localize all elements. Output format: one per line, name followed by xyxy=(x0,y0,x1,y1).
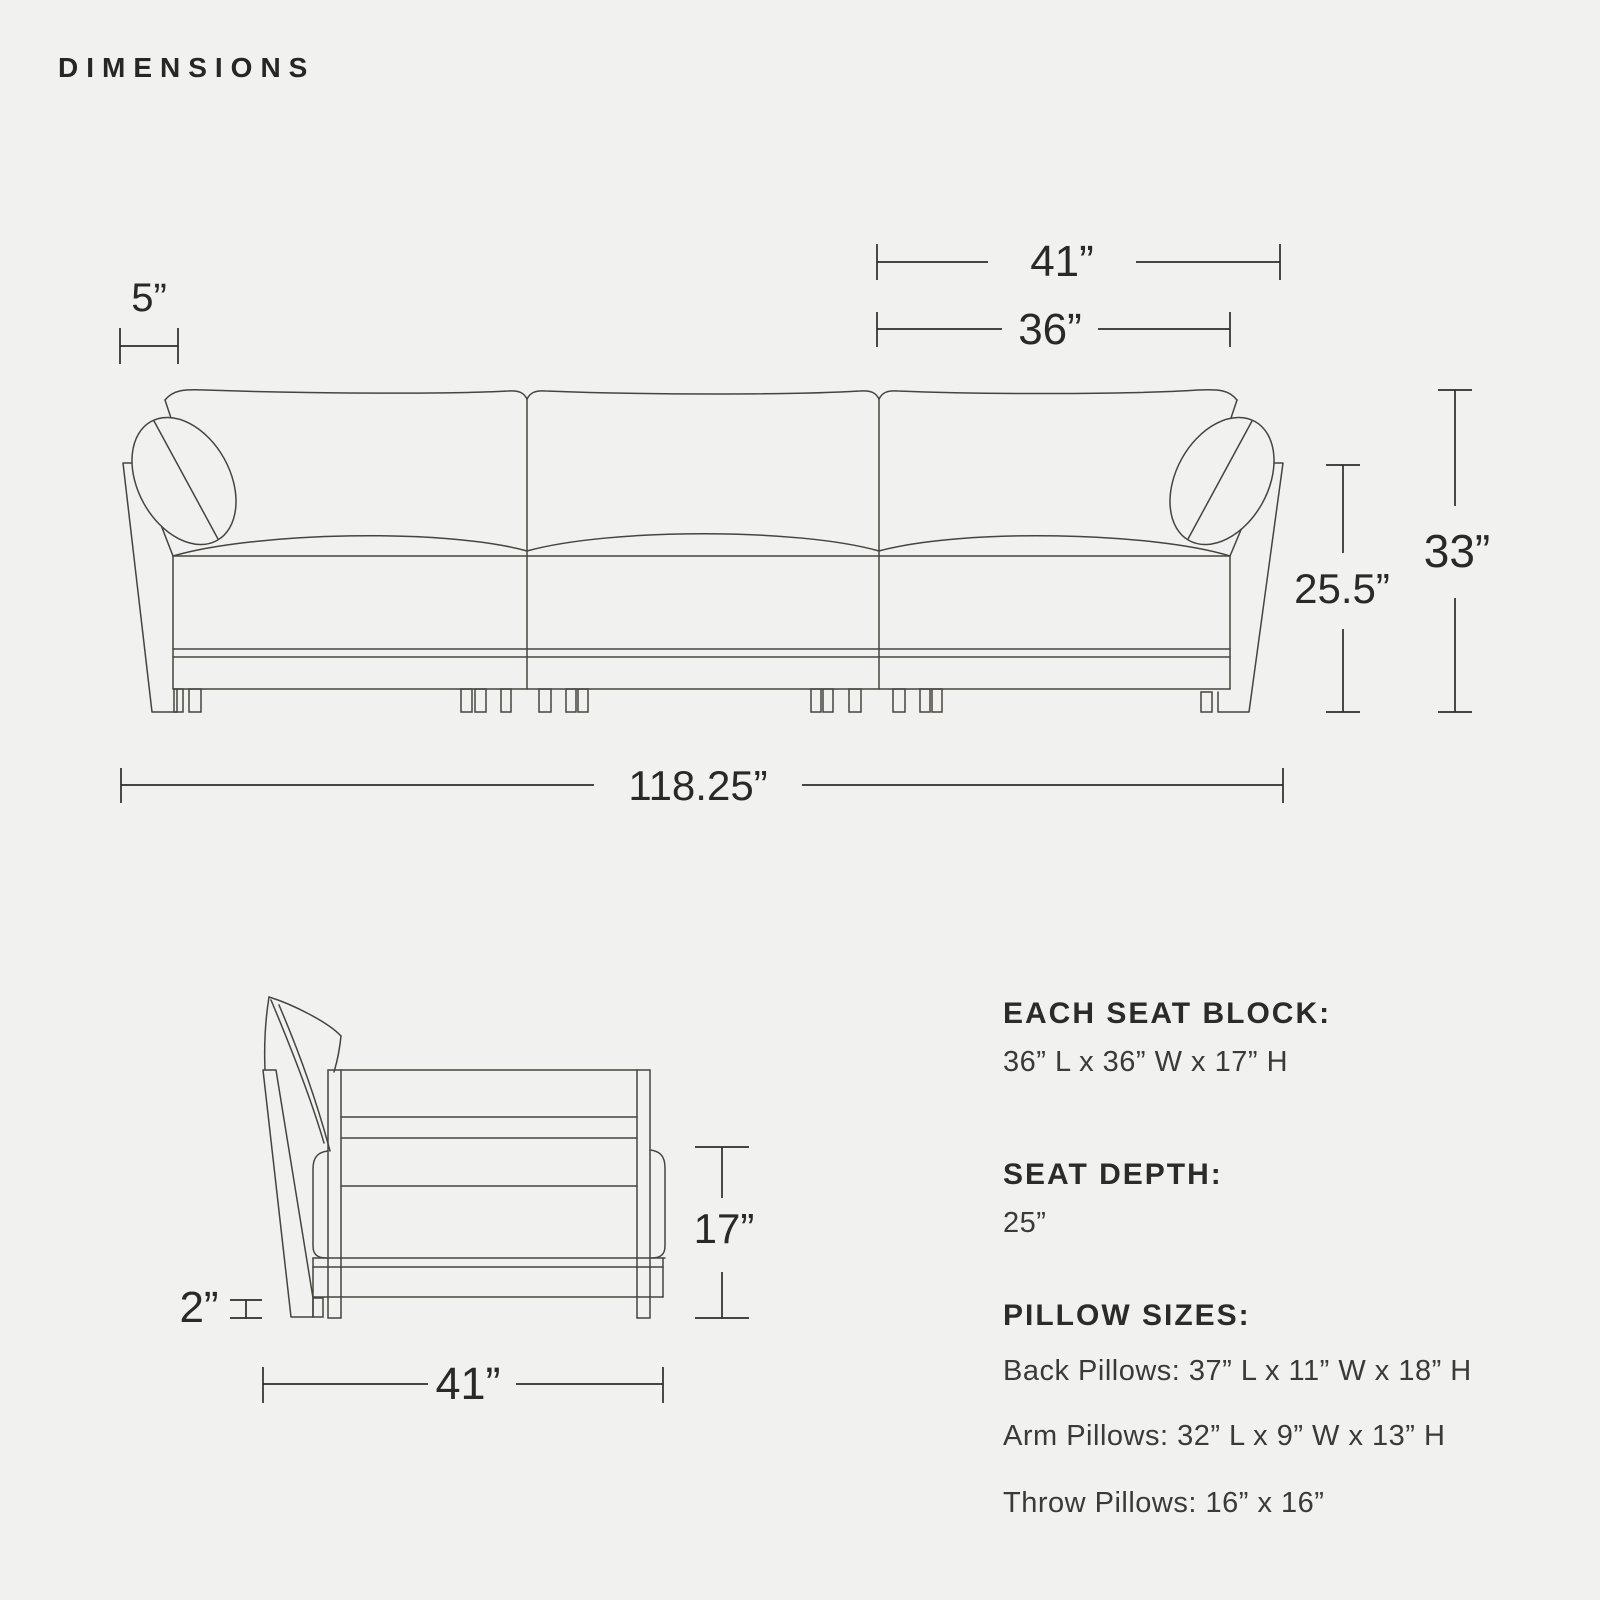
dim-front-arm-pillow-height xyxy=(1294,465,1390,712)
dim-side-seat-block-height-label: 17” xyxy=(693,1205,755,1252)
front-legs xyxy=(174,689,1212,712)
front-back-right-edge xyxy=(1231,400,1237,418)
side-seat-cushion xyxy=(313,1150,665,1258)
front-left-arm-pillow xyxy=(111,399,257,563)
dim-front-overall-height xyxy=(1424,390,1490,712)
sofa-front-view-drawing xyxy=(111,390,1295,712)
dim-front-arm-pillow-height-label: 25.5” xyxy=(1294,565,1390,612)
side-arm-panel xyxy=(263,1070,323,1317)
dim-front-overall-width xyxy=(121,762,1283,809)
dim-front-module-width-label: 36” xyxy=(1018,305,1082,354)
side-frame xyxy=(328,1070,650,1318)
spec-value-back-pillows: Back Pillows: 37” L x 11” W x 18” H xyxy=(1003,1355,1472,1387)
spec-value-throw-pillows: Throw Pillows: 16” x 16” xyxy=(1003,1487,1325,1519)
front-back-cushions-outline xyxy=(165,390,1237,400)
dim-side-overall-depth xyxy=(263,1358,663,1409)
dim-side-leg-height-label: 2” xyxy=(179,1283,219,1332)
side-base xyxy=(313,1258,665,1297)
dim-front-overall-width-label: 118.25” xyxy=(628,762,768,809)
dim-front-end-module-width-label: 41” xyxy=(1030,237,1094,286)
dim-front-arm-width-label: 5” xyxy=(131,276,167,320)
spec-value-arm-pillows: Arm Pillows: 32” L x 9” W x 13” H xyxy=(1003,1420,1446,1452)
dim-side-leg-height xyxy=(179,1283,262,1332)
dim-front-module-width xyxy=(877,305,1230,354)
page-title: DIMENSIONS xyxy=(58,52,316,83)
dim-front-arm-width xyxy=(120,276,178,364)
front-seat-cushion-curves xyxy=(173,534,1230,556)
spec-heading-seat-depth: SEAT DEPTH: xyxy=(1003,1158,1223,1191)
dimension-annotations xyxy=(120,237,1490,1409)
dim-front-end-module-width xyxy=(877,237,1280,286)
spec-heading-pillow-sizes: PILLOW SIZES: xyxy=(1003,1299,1251,1332)
spec-value-seat-depth: 25” xyxy=(1003,1207,1047,1239)
dim-side-seat-block-height xyxy=(694,1147,755,1318)
dim-side-overall-depth-label: 41” xyxy=(435,1358,501,1409)
front-back-left-edge xyxy=(165,400,171,418)
spec-heading-seat-block: EACH SEAT BLOCK: xyxy=(1003,997,1332,1030)
spec-value-seat-block: 36” L x 36” W x 17” H xyxy=(1003,1046,1289,1078)
sofa-side-view-drawing xyxy=(263,997,665,1318)
dim-front-overall-height-label: 33” xyxy=(1423,525,1491,577)
